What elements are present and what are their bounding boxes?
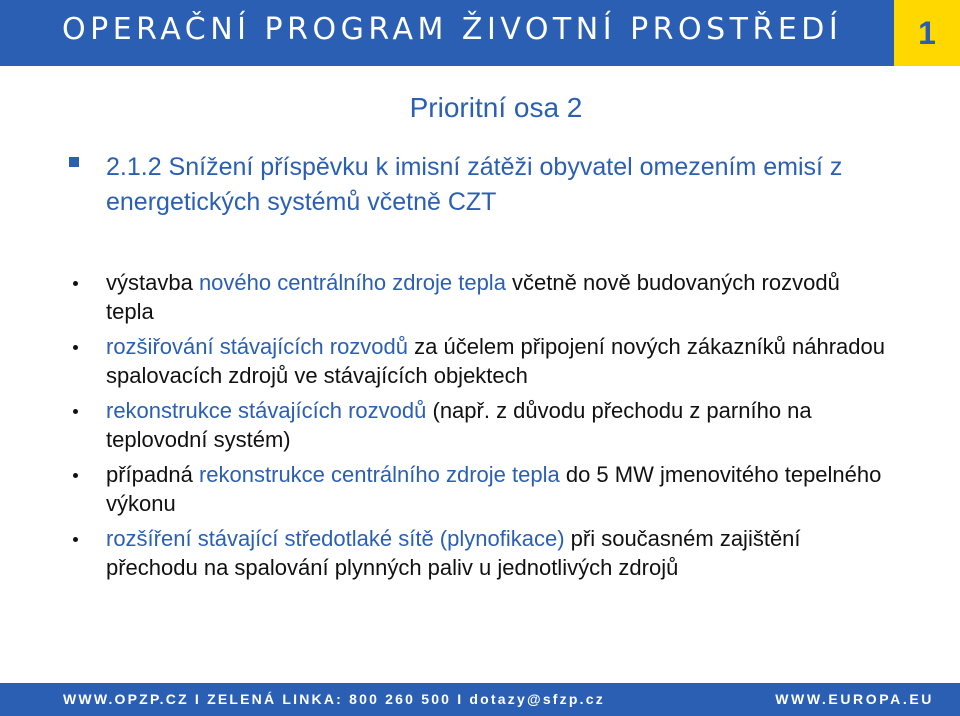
bullet-text: (např. z důvodu přechodu z parního na teplovodní systém): [106, 398, 812, 452]
list-item: [0, 268, 886, 326]
bullet-highlight: rekonstrukce stávajících rozvodů: [106, 398, 427, 423]
bullet-text: včetně nově budovaných rozvodů tepla: [106, 270, 840, 324]
section-subheading: 2.1.2 Snížení příspěvku k imisní zátěži obyvatel omezením emisí z energetických systémů včetně CZT: [106, 153, 843, 216]
slide-title: Prioritní osa 2: [409, 92, 583, 123]
list-item: [0, 460, 886, 518]
bullet-highlight: rozšiřování stávajících rozvodů: [106, 334, 409, 359]
page-number-badge: 1: [894, 0, 960, 66]
bullet-dot-icon: [73, 281, 78, 286]
list-item: [0, 396, 886, 454]
bullet-highlight: rekonstrukce centrálního zdroje tepla: [198, 462, 560, 487]
bullet-dot-icon: [73, 473, 78, 478]
bullet-dot-icon: [73, 537, 78, 542]
list-item: [0, 524, 886, 582]
bullet-text: za účelem připojení nových zákazníků náhradou spalovacích zdrojů ve stávajících objektech: [106, 334, 885, 388]
bullet-highlight: rozšíření stávající středotlaké sítě (plynofikace): [106, 526, 565, 551]
program-title: OPERAČNÍ PROGRAM ŽIVOTNÍ PROSTŘEDÍ: [62, 12, 843, 47]
square-bullet-icon: [69, 157, 79, 167]
bullet-highlight: nového centrálního zdroje tepla: [198, 270, 506, 295]
bullet-list: [0, 268, 960, 588]
list-item: [0, 332, 886, 390]
bullet-text: při současném zajištění přechodu na spalování plynných paliv u jednotlivých zdrojů: [106, 526, 801, 580]
footer-contact: WWW.OPZP.CZ I ZELENÁ LINKA: 800 260 500 I dotazy@sfzp.cz: [63, 691, 605, 707]
footer-bar: [0, 683, 960, 716]
bullet-text: případná: [106, 462, 199, 487]
bullet-dot-icon: [73, 409, 78, 414]
footer-europa-link: WWW.EUROPA.EU: [775, 691, 934, 707]
header-bar: [0, 0, 960, 66]
bullet-dot-icon: [73, 345, 78, 350]
bullet-text: výstavba: [106, 270, 199, 295]
bullet-text: do 5 MW jmenovitého tepelného výkonu: [106, 462, 882, 516]
